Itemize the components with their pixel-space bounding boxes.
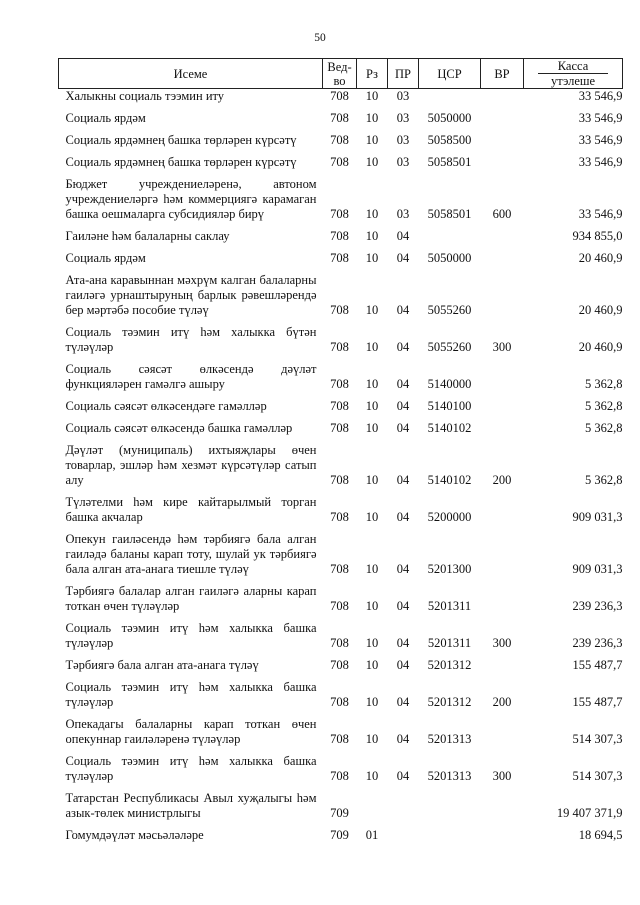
cell-rz: 10 — [365, 510, 379, 524]
cell-rz — [357, 788, 388, 825]
cell-rz: 10 — [365, 89, 379, 103]
cell-name: Халыкны социаль тээмин иту — [65, 89, 225, 103]
cell-csr — [419, 788, 481, 825]
cell-vr — [481, 108, 524, 130]
cell-ved: 708 — [330, 377, 349, 391]
header-ved-line2: во — [333, 73, 346, 88]
cell-pr: 03 — [396, 155, 410, 169]
header-name: Исеме — [59, 59, 323, 89]
cell-pr: 04 — [396, 599, 410, 613]
cell-csr: 5201312 — [427, 658, 472, 672]
cell-name: Опекун гаиләсендә һәм тәрбиягә бала алган гаиләдә баланы карап тоту, шулай ук тәрбиягә бала алган ата-анага тиешле түләү — [65, 532, 317, 576]
cell-pr: 04 — [396, 562, 410, 576]
cell-ved: 708 — [330, 732, 349, 746]
cell-rz: 10 — [365, 377, 379, 391]
cell-csr: 5055260 — [427, 340, 472, 354]
cell-csr: 5201313 — [427, 769, 472, 783]
cell-name: Түләтелми һәм кире кайтарылмый торган башка акчалар — [65, 495, 317, 524]
cell-vr: 300 — [492, 769, 512, 783]
cell-ved: 708 — [330, 769, 349, 783]
cell-vr — [481, 226, 524, 248]
table-row — [59, 788, 623, 825]
cell-pr: 04 — [396, 399, 410, 413]
budget-table — [58, 58, 623, 847]
table-row — [59, 130, 623, 152]
cell-amount: 20 460,9 — [578, 251, 623, 265]
cell-name: Социаль ярдәмнең башка төрләрен күрсәтү — [65, 155, 297, 169]
cell-vr — [481, 270, 524, 322]
cell-csr: 5140102 — [427, 473, 472, 487]
cell-pr: 04 — [396, 251, 410, 265]
cell-ved: 708 — [330, 89, 349, 103]
table-row — [59, 825, 623, 847]
cell-csr — [419, 825, 481, 847]
cell-pr: 03 — [396, 207, 410, 221]
cell-vr: 200 — [492, 695, 512, 709]
cell-name: Социаль тәэмин итү һәм халыкка башка түләүләр — [65, 680, 317, 709]
cell-name: Социаль ярдәм — [65, 111, 146, 125]
cell-csr: 5201313 — [427, 732, 472, 746]
cell-name: Социаль ярдәмнең башка төрләрен күрсәтү — [65, 133, 297, 147]
cell-amount: 20 460,9 — [578, 340, 623, 354]
cell-csr: 5140100 — [427, 399, 472, 413]
table-row — [59, 418, 623, 440]
cell-name: Социаль тәэмин итү һәм халыкка башка түләүләр — [65, 621, 317, 650]
cell-vr — [481, 492, 524, 529]
cell-vr — [481, 396, 524, 418]
header-vr: ВР — [481, 59, 524, 89]
cell-vr — [481, 359, 524, 396]
cell-name: Татарстан Республикасы Авыл хуҗалыгы һәм азык-төлек министрлыгы — [65, 791, 317, 820]
table-row — [59, 581, 623, 618]
cell-vr — [481, 529, 524, 581]
table-row — [59, 677, 623, 714]
cell-pr: 04 — [396, 658, 410, 672]
table-row — [59, 655, 623, 677]
cell-vr: 600 — [492, 207, 512, 221]
cell-rz: 10 — [365, 599, 379, 613]
cell-vr — [481, 825, 524, 847]
cell-rz: 10 — [365, 340, 379, 354]
cell-pr: 04 — [396, 303, 410, 317]
cell-rz: 10 — [365, 303, 379, 317]
cell-amount: 5 362,8 — [585, 473, 623, 487]
table-row — [59, 89, 623, 108]
table-row — [59, 152, 623, 174]
cell-ved: 709 — [330, 806, 349, 820]
table-row — [59, 174, 623, 226]
header-kassa-line1: Касса — [557, 59, 589, 73]
cell-vr — [481, 788, 524, 825]
cell-pr: 04 — [396, 732, 410, 746]
header-ved-line1: Вед- — [327, 59, 352, 74]
table-row — [59, 529, 623, 581]
cell-amount: 18 694,5 — [578, 828, 623, 842]
cell-csr: 5050000 — [427, 111, 472, 125]
cell-ved: 708 — [330, 303, 349, 317]
cell-rz: 10 — [365, 695, 379, 709]
cell-amount: 33 546,9 — [578, 207, 623, 221]
cell-vr: 300 — [492, 636, 512, 650]
cell-rz: 10 — [365, 732, 379, 746]
cell-csr: 5140000 — [427, 377, 472, 391]
cell-vr — [481, 655, 524, 677]
cell-csr — [419, 89, 481, 108]
cell-csr: 5140102 — [427, 421, 472, 435]
table-row — [59, 108, 623, 130]
table-header-row — [59, 59, 623, 89]
cell-name: Тәрбиягә балалар алган гаиләгә аларны карап тоткан өчен түләүләр — [65, 584, 317, 613]
table-row — [59, 322, 623, 359]
cell-vr — [481, 418, 524, 440]
cell-amount: 155 487,7 — [572, 658, 623, 672]
cell-pr: 03 — [396, 89, 410, 103]
cell-rz: 10 — [365, 155, 379, 169]
cell-amount: 5 362,8 — [585, 377, 623, 391]
cell-amount: 239 236,3 — [572, 636, 623, 650]
cell-pr: 04 — [396, 340, 410, 354]
cell-ved: 708 — [330, 562, 349, 576]
table-row — [59, 226, 623, 248]
cell-pr: 04 — [396, 695, 410, 709]
header-ved — [323, 59, 357, 89]
cell-ved: 708 — [330, 229, 349, 243]
cell-amount: 19 407 371,9 — [556, 806, 623, 820]
cell-amount: 514 307,3 — [572, 732, 623, 746]
cell-rz: 10 — [365, 473, 379, 487]
cell-pr: 04 — [396, 421, 410, 435]
cell-rz: 01 — [365, 828, 379, 842]
cell-rz: 10 — [365, 769, 379, 783]
cell-csr: 5058500 — [427, 133, 472, 147]
header-kassa — [524, 59, 623, 89]
cell-csr: 5201312 — [427, 695, 472, 709]
cell-ved: 709 — [330, 828, 349, 842]
cell-name: Бюджет учреждениеләренә, автоном учреждениеләргә һәм коммерциягә карамаган башка оешмаларга субсидияләр бирү — [65, 177, 317, 221]
cell-rz: 10 — [365, 133, 379, 147]
table-row — [59, 359, 623, 396]
cell-csr — [419, 226, 481, 248]
cell-amount: 20 460,9 — [578, 303, 623, 317]
cell-ved: 708 — [330, 340, 349, 354]
cell-amount: 239 236,3 — [572, 599, 623, 613]
cell-name: Ата-ана каравыннан мәхрүм калган балаларны гаиләгә урнаштыруның барлык рәвешләрендә бер мәртәбә пособие түләү — [65, 273, 317, 317]
cell-ved: 708 — [330, 155, 349, 169]
table-row — [59, 492, 623, 529]
cell-rz: 10 — [365, 229, 379, 243]
cell-ved: 708 — [330, 695, 349, 709]
cell-amount: 33 546,9 — [578, 111, 623, 125]
cell-rz: 10 — [365, 251, 379, 265]
cell-csr: 5055260 — [427, 303, 472, 317]
cell-vr — [481, 89, 524, 108]
cell-name: Гаиләне һәм балаларны саклау — [65, 229, 230, 243]
cell-csr: 5058501 — [427, 155, 472, 169]
cell-ved: 708 — [330, 599, 349, 613]
table-row — [59, 396, 623, 418]
cell-amount: 33 546,9 — [578, 155, 623, 169]
cell-name: Социаль ярдәм — [65, 251, 146, 265]
cell-ved: 708 — [330, 421, 349, 435]
cell-ved: 708 — [330, 399, 349, 413]
header-rz: Рз — [357, 59, 388, 89]
cell-name: Социаль тәэмин итү һәм халыкка башка түләүләр — [65, 754, 317, 783]
cell-amount: 514 307,3 — [572, 769, 623, 783]
cell-vr — [481, 581, 524, 618]
cell-pr: 04 — [396, 636, 410, 650]
table-row — [59, 248, 623, 270]
cell-pr: 03 — [396, 133, 410, 147]
cell-amount: 33 546,9 — [578, 133, 623, 147]
cell-ved: 708 — [330, 658, 349, 672]
cell-vr — [481, 714, 524, 751]
header-kassa-line2: утэлеше — [538, 73, 608, 88]
table-row — [59, 714, 623, 751]
cell-name: Социаль сәясәт өлкәсендә башка гамәлләр — [65, 421, 293, 435]
cell-csr: 5200000 — [427, 510, 472, 524]
cell-csr: 5058501 — [427, 207, 472, 221]
cell-ved: 708 — [330, 111, 349, 125]
header-csr: ЦСР — [419, 59, 481, 89]
cell-name: Дәүләт (муниципаль) ихтыяҗлары өчен товарлар, эшләр һәм хезмәт күрсәтүләр сатып алу — [65, 443, 317, 487]
table-row — [59, 751, 623, 788]
cell-pr: 04 — [396, 229, 410, 243]
cell-name: Опекадагы балаларны карап тоткан өчен опекуннар гаиләләренә түләүләр — [65, 717, 317, 746]
cell-name: Социаль сәясәт өлкәсендәге гамәлләр — [65, 399, 267, 413]
cell-ved: 708 — [330, 207, 349, 221]
cell-csr: 5201311 — [427, 636, 472, 650]
cell-pr: 04 — [396, 377, 410, 391]
cell-pr: 04 — [396, 510, 410, 524]
cell-rz: 10 — [365, 562, 379, 576]
cell-pr — [388, 825, 419, 847]
cell-vr: 200 — [492, 473, 512, 487]
cell-csr: 5201300 — [427, 562, 472, 576]
cell-pr: 04 — [396, 473, 410, 487]
cell-rz: 10 — [365, 421, 379, 435]
cell-pr — [388, 788, 419, 825]
cell-vr: 300 — [492, 340, 512, 354]
cell-name: Социаль тәэмин итү һәм халыкка бүтән түләүләр — [65, 325, 317, 354]
cell-amount: 33 546,9 — [578, 89, 623, 103]
table-row — [59, 270, 623, 322]
cell-pr: 03 — [396, 111, 410, 125]
cell-rz: 10 — [365, 658, 379, 672]
cell-ved: 708 — [330, 133, 349, 147]
cell-rz: 10 — [365, 111, 379, 125]
cell-amount: 5 362,8 — [585, 399, 623, 413]
page-number: 50 — [314, 32, 326, 44]
cell-amount: 934 855,0 — [572, 229, 623, 243]
cell-ved: 708 — [330, 251, 349, 265]
cell-pr: 04 — [396, 769, 410, 783]
cell-rz: 10 — [365, 207, 379, 221]
cell-amount: 909 031,3 — [572, 510, 623, 524]
header-pr: ПР — [388, 59, 419, 89]
cell-ved: 708 — [330, 510, 349, 524]
cell-rz: 10 — [365, 636, 379, 650]
cell-csr: 5201311 — [427, 599, 472, 613]
cell-ved: 708 — [330, 473, 349, 487]
cell-ved: 708 — [330, 636, 349, 650]
cell-vr — [481, 152, 524, 174]
cell-name: Тәрбиягә бала алган ата-анага түләү — [65, 658, 259, 672]
cell-rz: 10 — [365, 399, 379, 413]
cell-name: Социаль сәясәт өлкәсендә дәүләт функцияләрен гамәлгә ашыру — [65, 362, 317, 391]
cell-vr — [481, 248, 524, 270]
cell-csr: 5050000 — [427, 251, 472, 265]
cell-amount: 909 031,3 — [572, 562, 623, 576]
table-row — [59, 618, 623, 655]
cell-amount: 5 362,8 — [585, 421, 623, 435]
cell-vr — [481, 130, 524, 152]
cell-name: Гомумдәүләт мәсьәләләре — [65, 828, 204, 842]
cell-amount: 155 487,7 — [572, 695, 623, 709]
table-row — [59, 440, 623, 492]
